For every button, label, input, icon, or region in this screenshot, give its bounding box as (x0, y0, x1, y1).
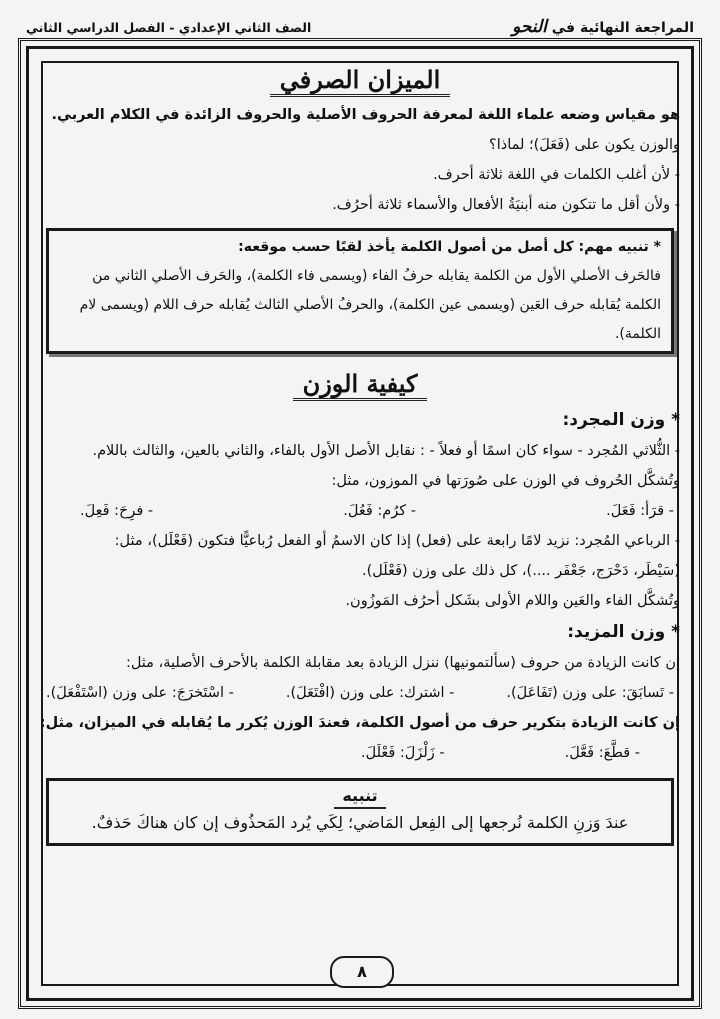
example-item: - كرُم: فَعُلَ. (343, 503, 417, 519)
mujarrad-heading: * وزن المجرد: (562, 410, 680, 430)
section-title-mizan: الميزان الصرفي (40, 60, 680, 100)
tashkil-text-2: وتُشكَّل الفاء والعَين واللام الأولى بشَكل أحرُف المَوزُون. (345, 593, 680, 609)
header-grade: الصف الثاني الإعدادي - الفصل الدراسي الثاني (26, 19, 312, 35)
thulathi-text: - الثُّلاثي المُجرد - سواء كان اسمًا أو فعلاً - : نقابل الأصل الأول بالفاء، والثاني بالعين، والثالث باللام. (92, 443, 680, 459)
page-header (26, 12, 694, 42)
rubai-text: - الرباعي المُجرد: نزيد لامًا رابعة على (فعل) إذا كان الاسمُ أو الفعل رُباعيًّا فتكون (فَعْلَل)، مثل: (114, 533, 680, 549)
examples-row-3 (40, 738, 680, 768)
tanbih-title: تنبيه (334, 785, 385, 809)
examples-row-1 (40, 496, 680, 526)
definition-text: هو مقياس وضعه علماء اللغة لمعرفة الحروف الأصلية والحروف الزائدة في الكلام العربي. (51, 107, 680, 123)
example-item: - اسْتَخرَجَ: على وزن (اسْتَفْعَلَ). (46, 685, 234, 701)
header-subject: النحو (512, 17, 547, 37)
note-body: فالحَرف الأصلي الأول من الكلمة يقابله حرفُ الفاء (ويسمى فاء الكلمة)، والحَرف الأصلي الثاني من الكلمة يُقابله حرف العَين (ويسمى عين الكلمة)، والحرفُ الأصلي الثالث يُقابله حرف اللام (ويسمى لام الكلمة). (79, 268, 661, 342)
example-item: - قرَأ: فَعَلَ. (606, 503, 674, 519)
page-number: ٨ (330, 956, 394, 988)
question-text: والوزن يكون على (فَعَلَ)؛ لماذا؟ (489, 137, 680, 153)
example-item: - قطَّعَ: فَعَّلَ. (564, 745, 640, 761)
examples-row-2 (40, 678, 680, 708)
mazid-text-1: إن كانت الزيادة من حروف (سألتمونيها) ننزل الزيادة بعد مقابلة الكلمة بالأحرف الأصلية، مثل: (125, 655, 680, 671)
important-note-box (46, 228, 674, 354)
example-item: - فرِحَ: فَعِلَ. (80, 503, 154, 519)
main-content (40, 60, 680, 846)
reason-2: - ولأن أقل ما تتكون منه أبنيَةُ الأفعال والأسماء ثلاثة أحرُف. (332, 197, 680, 213)
example-item: - اشترك: على وزن (افْتَعَلَ). (285, 685, 455, 701)
note-heading: * تنبيه مهم: كل أصل من أصول الكلمة يأخذ لقبًا حسب موقعه: (238, 239, 661, 255)
example-item: - تَسابَقَ: على وزن (تَفَاعَلَ). (506, 685, 674, 701)
reason-1: - لأن أغلب الكلمات في اللغة ثلاثة أحرف. (433, 167, 680, 183)
tanbih-text: عندَ وَزنِ الكلمة نُرجعها إلى الفِعل المَاضي؛ لِكَي يُرد المَحذُوف إن كان هناكَ حَذفٌ. (91, 813, 629, 832)
header-title: المراجعة النهائية في النحو (512, 17, 694, 37)
section-title-wazn: كيفية الوزن (40, 364, 680, 404)
example-item: - زَلْزَلَ: فَعْلَلَ. (360, 745, 445, 761)
mazid-heading: * وزن المزيد: (567, 622, 680, 642)
rubai-examples: (سَيْطَر، دَحْرَج، جَعْفَر ....)، كل ذلك على وزن (فَعْلَل). (362, 563, 680, 579)
mazid-text-2: إن كانت الزيادة بتكرير حرف من أصول الكلمة، فعندَ الوزن يُكرر ما يُقابله في الميزان، مثل: (40, 715, 680, 731)
tashkil-text-1: وتُشكَّل الحُروف في الوزن على صُورَتها في الموزون، مثل: (331, 473, 680, 489)
tanbih-box (46, 778, 674, 846)
